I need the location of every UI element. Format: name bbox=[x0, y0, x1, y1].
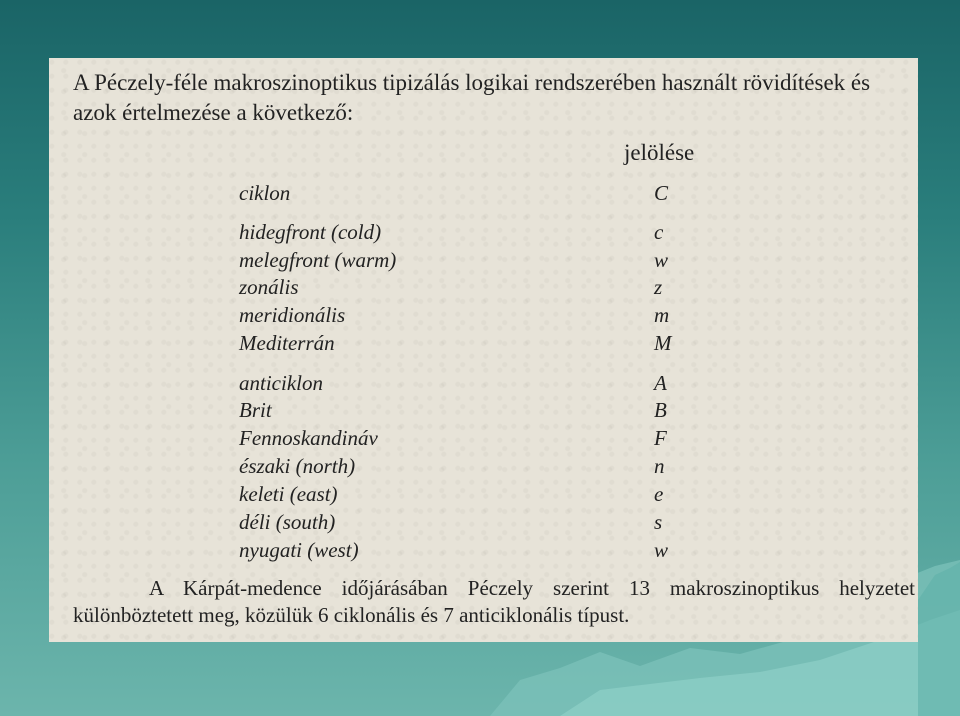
term-label: nyugati (west) bbox=[239, 538, 359, 562]
table-row bbox=[49, 508, 918, 536]
term-symbol: w bbox=[654, 248, 669, 272]
term-label: Brit bbox=[239, 398, 272, 422]
intro-paragraph: A Péczely-féle makroszinoptikus tipizálás logikai rendszerében használt rövidítések és azok értelmezése a következő: bbox=[73, 70, 871, 125]
term-label: meridionális bbox=[239, 303, 346, 327]
term-symbol: C bbox=[654, 181, 669, 205]
term-symbol: z bbox=[654, 275, 663, 299]
term-label: északi (north) bbox=[239, 454, 356, 478]
term-label: melegfront (warm) bbox=[239, 248, 397, 272]
term-label: keleti (east) bbox=[239, 482, 338, 506]
table-row bbox=[49, 452, 918, 480]
term-label: Fennoskandináv bbox=[239, 426, 378, 450]
table-row bbox=[49, 246, 918, 274]
term-label: déli (south) bbox=[239, 510, 336, 534]
table-row bbox=[49, 424, 918, 452]
term-symbol: s bbox=[654, 510, 663, 534]
term-symbol: A bbox=[654, 371, 667, 395]
term-label: zonális bbox=[239, 275, 299, 299]
table-row bbox=[49, 218, 918, 246]
table-row bbox=[49, 396, 918, 424]
scanned-document bbox=[49, 58, 918, 642]
table-row bbox=[49, 179, 918, 207]
term-label: ciklon bbox=[239, 181, 291, 205]
table-row bbox=[49, 369, 918, 397]
table-row bbox=[49, 273, 918, 301]
term-symbol: c bbox=[654, 220, 664, 244]
term-symbol: m bbox=[654, 303, 670, 327]
table-row bbox=[49, 329, 918, 357]
table-row bbox=[49, 480, 918, 508]
term-symbol: F bbox=[654, 426, 667, 450]
term-label: anticiklon bbox=[239, 371, 323, 395]
term-label: hidegfront (cold) bbox=[239, 220, 382, 244]
term-symbol: w bbox=[654, 538, 669, 562]
term-symbol: n bbox=[654, 454, 665, 478]
term-label: Mediterrán bbox=[239, 331, 335, 355]
table-row bbox=[49, 301, 918, 329]
conclusion-paragraph: A Kárpát-medence időjárásában Péczely szerint 13 makroszinoptikus helyzetet különböztetett meg, közülük 6 ciklonális és 7 anticiklonális típust. bbox=[73, 576, 915, 627]
term-symbol: M bbox=[654, 331, 672, 355]
term-symbol: B bbox=[654, 398, 667, 422]
symbol-column-header: jelölése bbox=[624, 140, 695, 165]
term-symbol: e bbox=[654, 482, 664, 506]
table-row bbox=[49, 536, 918, 564]
